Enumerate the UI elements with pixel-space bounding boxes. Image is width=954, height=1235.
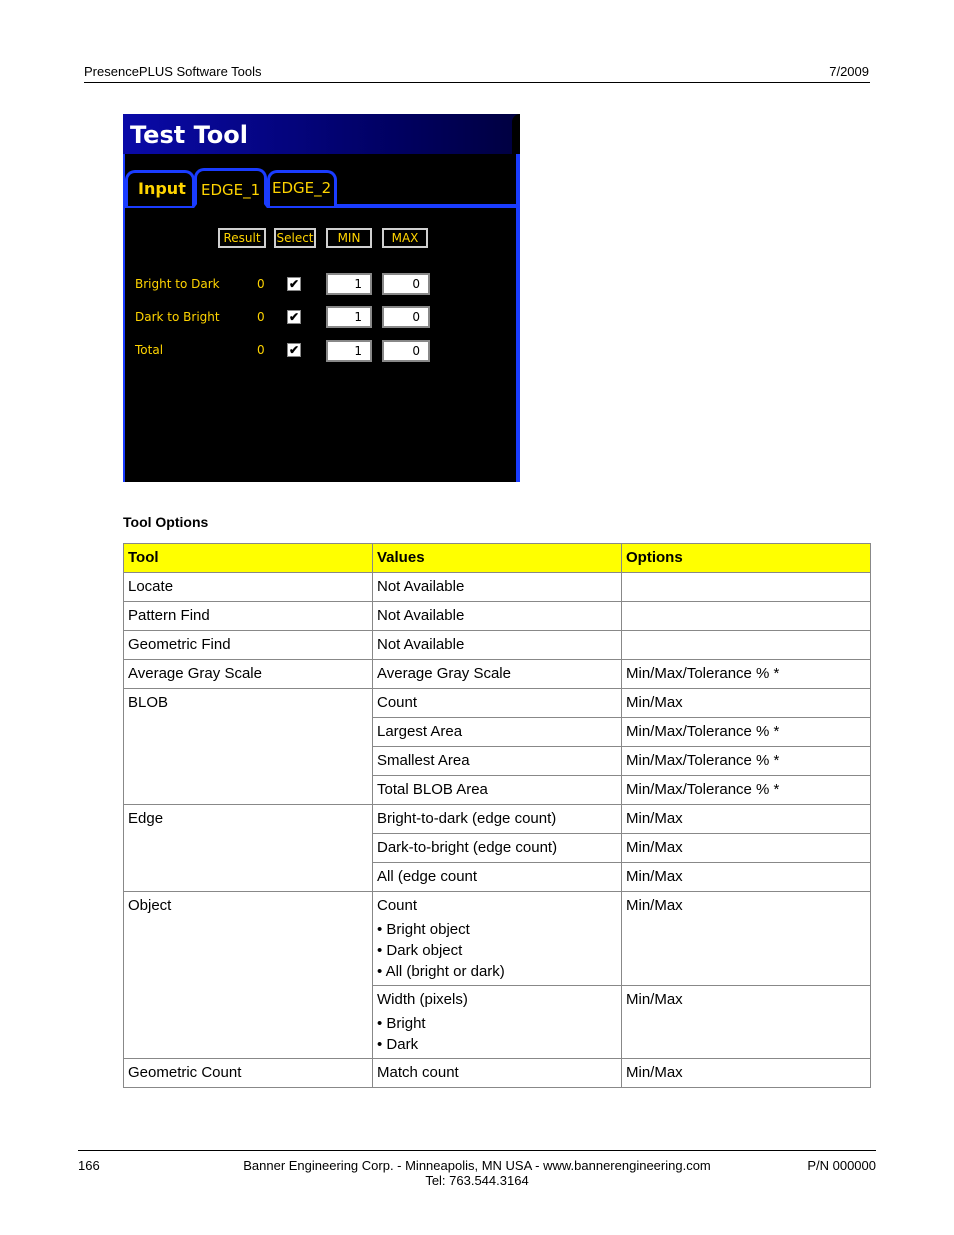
row-value-total: 0: [257, 343, 265, 357]
cell-option: [622, 573, 871, 602]
part-number: P/N 000000: [807, 1158, 876, 1173]
max-field-total[interactable]: 0: [382, 340, 430, 362]
cell-value: Smallest Area: [373, 747, 622, 776]
max-button[interactable]: MAX: [382, 228, 428, 248]
cell-value: Not Available: [373, 573, 622, 602]
cell-value: Count: [373, 689, 622, 718]
tab-input[interactable]: Input: [125, 170, 195, 206]
table-row: [124, 573, 871, 602]
checkbox-total[interactable]: ✔: [288, 343, 300, 357]
screenshot-title: Test Tool: [130, 121, 248, 149]
cell-option: Min/Max: [622, 689, 871, 718]
running-header-title: PresencePLUS Software Tools: [84, 64, 262, 79]
cell-tool: Object: [124, 892, 373, 1059]
row-label-bright-to-dark: Bright to Dark: [135, 277, 220, 291]
value-label: Count: [377, 897, 418, 914]
table-row: [124, 631, 871, 660]
tab-edge-2[interactable]: EDGE_2: [267, 170, 337, 206]
cell-value: Bright-to-dark (edge count): [373, 805, 622, 834]
cell-tool: Locate: [124, 573, 373, 602]
cell-value-object-count: [373, 892, 622, 986]
footer-company-line: Banner Engineering Corp. - Minneapolis, MN USA - www.bannerengineering.com: [243, 1158, 711, 1173]
footer-rule: [78, 1150, 876, 1151]
cell-value: Match count: [373, 1059, 622, 1088]
cell-option: Min/Max: [622, 805, 871, 834]
cell-option: Min/Max: [622, 834, 871, 863]
checkbox-bright-to-dark[interactable]: ✔: [288, 277, 300, 291]
bullet-item: • Bright object: [377, 921, 470, 938]
cell-tool: Average Gray Scale: [124, 660, 373, 689]
tool-options-table: [123, 543, 871, 1088]
table-row: [124, 892, 871, 986]
cell-value: Total BLOB Area: [373, 776, 622, 805]
cell-option: Min/Max/Tolerance % *: [622, 660, 871, 689]
max-field-bright-to-dark[interactable]: 0: [382, 273, 430, 295]
row-value-dark-to-bright: 0: [257, 310, 265, 324]
cell-tool: Geometric Count: [124, 1059, 373, 1088]
footer-phone-line: Tel: 763.544.3164: [425, 1173, 529, 1188]
cell-tool: Geometric Find: [124, 631, 373, 660]
table-row: [124, 805, 871, 834]
bullet-item: • All (bright or dark): [377, 963, 505, 980]
header-rule: [84, 82, 870, 83]
title-corner: [512, 114, 520, 154]
bullet-item: • Dark: [377, 1036, 419, 1053]
table-row: [124, 602, 871, 631]
cell-option: Min/Max/Tolerance % *: [622, 718, 871, 747]
cell-value: Not Available: [373, 602, 622, 631]
cell-option: [622, 602, 871, 631]
cell-option: Min/Max/Tolerance % *: [622, 747, 871, 776]
test-tool-screenshot: [123, 114, 520, 482]
cell-option: Min/Max: [622, 1059, 871, 1088]
min-field-dark-to-bright[interactable]: 1: [326, 306, 372, 328]
header-values: Values: [373, 544, 622, 573]
min-field-bright-to-dark[interactable]: 1: [326, 273, 372, 295]
result-button[interactable]: Result: [218, 228, 266, 248]
cell-option: [622, 631, 871, 660]
running-header-date: 7/2009: [829, 64, 869, 79]
cell-value: Largest Area: [373, 718, 622, 747]
cell-option: Min/Max: [622, 986, 871, 1059]
cell-tool: Edge: [124, 805, 373, 892]
max-field-dark-to-bright[interactable]: 0: [382, 306, 430, 328]
table-row: [124, 1059, 871, 1088]
bullet-item: • Dark object: [377, 942, 463, 959]
cell-value: All (edge count: [373, 863, 622, 892]
row-label-dark-to-bright: Dark to Bright: [135, 310, 220, 324]
min-button[interactable]: MIN: [326, 228, 372, 248]
table-header-row: [124, 544, 871, 573]
cell-option: Min/Max: [622, 892, 871, 986]
header-tool: Tool: [124, 544, 373, 573]
cell-option: Min/Max/Tolerance % *: [622, 776, 871, 805]
cell-value: Average Gray Scale: [373, 660, 622, 689]
cell-value-object-width: [373, 986, 622, 1059]
row-value-bright-to-dark: 0: [257, 277, 265, 291]
bullet-item: • Bright: [377, 1015, 426, 1032]
header-options: Options: [622, 544, 871, 573]
table-row: [124, 660, 871, 689]
cell-tool: BLOB: [124, 689, 373, 805]
page-number: 166: [78, 1158, 100, 1173]
cell-option: Min/Max: [622, 863, 871, 892]
row-label-total: Total: [135, 343, 164, 357]
cell-tool: Pattern Find: [124, 602, 373, 631]
min-field-total[interactable]: 1: [326, 340, 372, 362]
select-button[interactable]: Select: [274, 228, 316, 248]
tab-edge-1[interactable]: EDGE_1: [194, 168, 267, 208]
table-row: [124, 689, 871, 718]
value-label: Width (pixels): [377, 991, 468, 1008]
cell-value: Dark-to-bright (edge count): [373, 834, 622, 863]
checkbox-dark-to-bright[interactable]: ✔: [288, 310, 300, 324]
cell-value: Not Available: [373, 631, 622, 660]
section-title: Tool Options: [123, 514, 209, 530]
